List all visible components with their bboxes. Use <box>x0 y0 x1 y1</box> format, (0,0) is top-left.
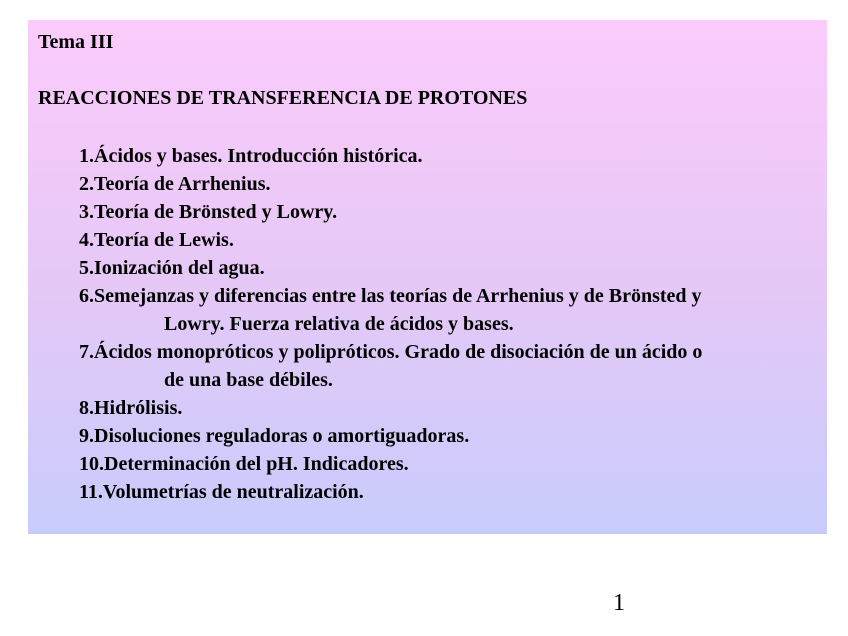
topic-text: 6.Semejanzas y diferencias entre las teorías de Arrhenius y de Brönsted y <box>79 285 702 307</box>
topic-text: 9.Disoluciones reguladoras o amortiguadoras. <box>79 425 470 447</box>
topic-text: 3.Teoría de Brönsted y Lowry. <box>79 201 338 223</box>
content-panel <box>28 20 827 534</box>
chapter-label: Tema III <box>38 31 114 53</box>
topic-item-9 <box>79 422 824 450</box>
topic-text-continuation: Lowry. Fuerza relativa de ácidos y bases. <box>164 313 514 335</box>
chapter-title: REACCIONES DE TRANSFERENCIA DE PROTONES <box>38 87 528 109</box>
topic-text: 1.Ácidos y bases. Introducción histórica. <box>79 145 423 167</box>
topic-text: 8.Hidrólisis. <box>79 397 183 419</box>
topic-item-2 <box>79 170 824 198</box>
topic-text: 7.Ácidos monopróticos y polipróticos. Grado de disociación de un ácido o <box>79 341 703 363</box>
topic-text: 2.Teoría de Arrhenius. <box>79 173 271 195</box>
topic-item-5 <box>79 254 824 282</box>
topic-text: 4.Teoría de Lewis. <box>79 229 234 251</box>
topic-text: 11.Volumetrías de neutralización. <box>79 481 364 503</box>
topic-item-11 <box>79 478 824 506</box>
topic-list <box>79 142 824 506</box>
topic-item-10 <box>79 450 824 478</box>
topic-text-continuation: de una base débiles. <box>164 369 333 391</box>
topic-item-8 <box>79 394 824 422</box>
topic-text: 5.Ionización del agua. <box>79 257 265 279</box>
topic-item-6 <box>79 282 824 338</box>
topic-item-3 <box>79 198 824 226</box>
topic-item-1 <box>79 142 824 170</box>
topic-text: 10.Determinación del pH. Indicadores. <box>79 453 409 475</box>
topic-item-7 <box>79 338 824 394</box>
page-number: 1 <box>613 590 625 616</box>
topic-item-4 <box>79 226 824 254</box>
